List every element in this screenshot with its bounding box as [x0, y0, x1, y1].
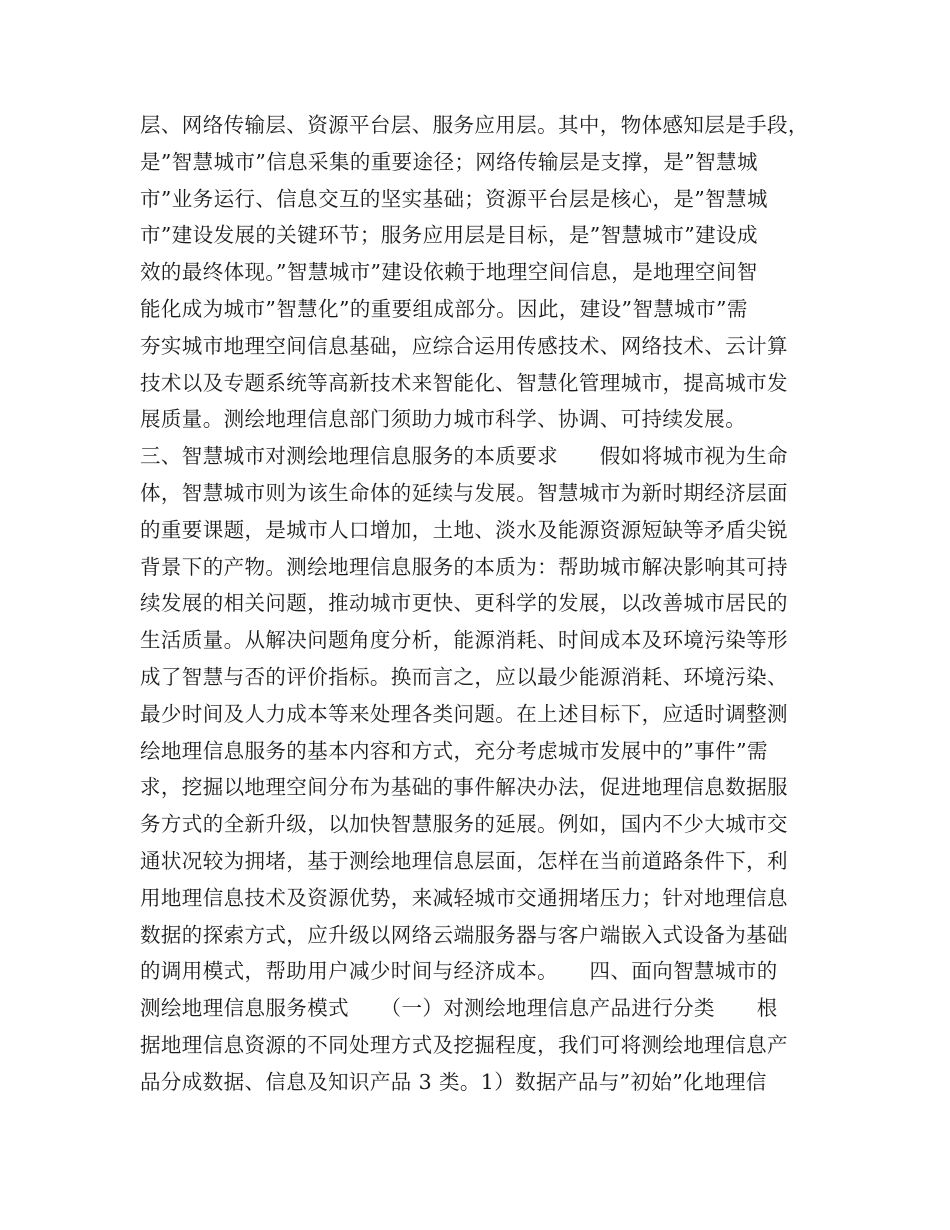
text-line: 背景下的产物。测绘地理信息服务的本质为：帮助城市解决影响其可持	[140, 554, 788, 579]
text-line: 效的最终体现。”智慧城市”建设依赖于地理空间信息，是地理空间智	[140, 260, 758, 285]
text-line: 是”智慧城市”信息采集的重要途径；网络传输层是支撑，是”智慧城	[140, 149, 758, 174]
text-line: 求，挖掘以地理空间分布为基础的事件解决办法，促进地理信息数据服	[140, 775, 788, 800]
text-line: 市”建设发展的关键环节；服务应用层是目标，是”智慧城市”建设成	[140, 223, 758, 248]
text-line: 成了智慧与否的评价指标。换而言之，应以最少能源消耗、环境污染、	[140, 664, 788, 689]
section-heading-line: 的调用模式，帮助用户减少时间与经济成本。 四、面向智慧城市的	[140, 959, 778, 984]
text-line: 用地理信息技术及资源优势，来减轻城市交通拥堵压力；针对地理信息	[140, 885, 788, 910]
text-line: 的重要课题，是城市人口增加，土地、淡水及能源资源短缺等矛盾尖锐	[140, 517, 788, 542]
text-line: 最少时间及人力成本等来处理各类问题。在上述目标下，应适时调整测	[140, 701, 788, 726]
text-line: 品分成数据、信息及知识产品 3 类。1）数据产品与”初始”化地理信	[140, 1069, 767, 1094]
text-line: 续发展的相关问题，推动城市更快、更科学的发展，以改善城市居民的	[140, 591, 788, 616]
text-line: 技术以及专题系统等高新技术来智能化、智慧化管理城市，提高城市发	[140, 370, 788, 395]
text-line: 夯实城市地理空间信息基础，应综合运用传感技术、网络技术、云计算	[140, 333, 788, 358]
text-line: 据地理信息资源的不同处理方式及挖掘程度，我们可将测绘地理信息产	[140, 1032, 788, 1057]
section-heading-line: 三、智慧城市对测绘地理信息服务的本质要求 假如将城市视为生命	[140, 444, 788, 469]
text-line: 生活质量。从解决问题角度分析，能源消耗、时间成本及环境污染等形	[140, 628, 788, 653]
text-line: 绘地理信息服务的基本内容和方式，充分考虑城市发展中的”事件”需	[140, 738, 768, 763]
text-line: 市”业务运行、信息交互的坚实基础；资源平台层是核心，是”智慧城	[140, 186, 768, 211]
body-text	[140, 107, 840, 1101]
text-line: 体，智慧城市则为该生命体的延续与发展。智慧城市为新时期经济层面	[140, 480, 788, 505]
section-heading-line: 测绘地理信息服务模式 （一）对测绘地理信息产品进行分类 根	[140, 996, 778, 1021]
text-line: 展质量。测绘地理信息部门须助力城市科学、协调、可持续发展。	[140, 407, 747, 432]
text-line: 数据的探索方式，应升级以网络云端服务器与客户端嵌入式设备为基础	[140, 922, 788, 947]
text-line: 层、网络传输层、资源平台层、服务应用层。其中，物体感知层是手段，	[140, 113, 809, 137]
text-line: 务方式的全新升级，以加快智慧服务的延展。例如，国内不少大城市交	[140, 812, 788, 837]
text-line: 通状况较为拥堵，基于测绘地理信息层面，怎样在当前道路条件下，利	[140, 848, 788, 873]
text-line: 能化成为城市”智慧化”的重要组成部分。因此，建设”智慧城市”需	[140, 296, 748, 321]
